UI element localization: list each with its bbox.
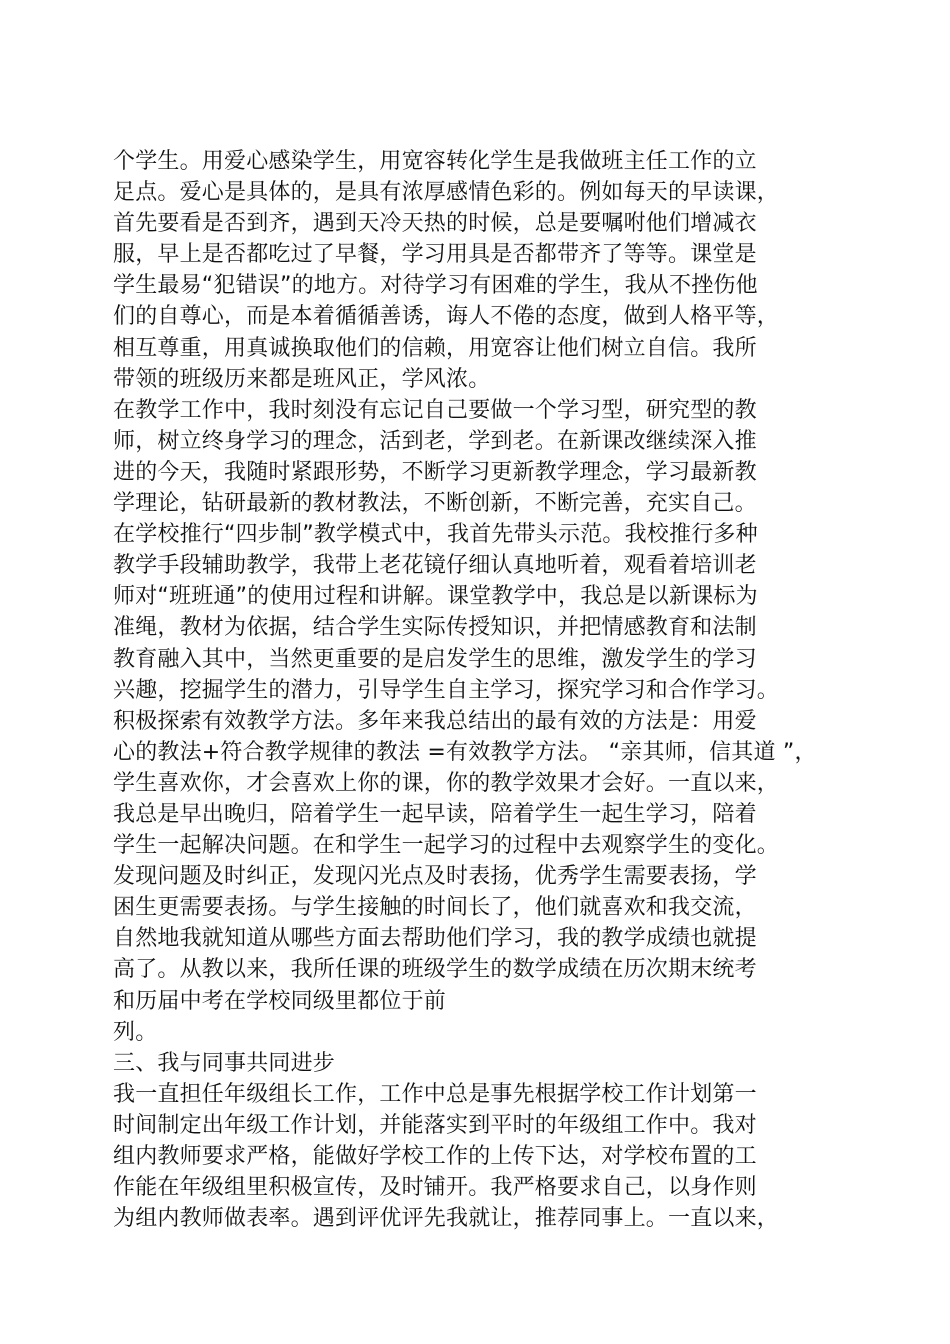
body-text	[113, 146, 833, 1234]
text-line: 兴趣，挖掘学生的潜力，引导学生自主学习，探究学习和合作学习。	[113, 677, 780, 703]
text-line: 们的自尊心，而是本着循循善诱，诲人不倦的态度，做到人格平等，	[113, 304, 780, 330]
text-line: 作能在年级组里积极宣传，及时铺开。我严格要求自己，以身作则	[113, 1175, 757, 1201]
text-line: 相互尊重，用真诚换取他们的信赖，用宽容让他们树立自信。我所	[113, 335, 757, 361]
text-line: 积极探索有效教学方法。多年来我总结出的最有效的方法是：用爱	[113, 708, 757, 734]
text-line: 心的教法+符合教学规律的教法 =有效教学方法。 “亲其师，信其道 ”，	[113, 739, 817, 765]
text-line: 在学校推行“四步制”教学模式中，我首先带头示范。我校推行多种	[113, 522, 758, 548]
text-line: 学生一起解决问题。在和学生一起学习的过程中去观察学生的变化。	[113, 833, 780, 859]
text-line: 教学手段辅助教学，我带上老花镜仔细认真地听着，观看着培训老	[113, 553, 757, 579]
text-line: 服，早上是否都吃过了早餐，学习用具是否都带齐了等等。课堂是	[113, 242, 757, 268]
text-line: 发现问题及时纠正，发现闪光点及时表扬，优秀学生需要表扬，学	[113, 864, 757, 890]
text-line: 带领的班级历来都是班风正，学风浓。	[113, 366, 491, 392]
text-line: 时间制定出年级工作计划，并能落实到平时的年级组工作中。我对	[113, 1112, 757, 1138]
text-line: 自然地我就知道从哪些方面去帮助他们学习，我的教学成绩也就提	[113, 926, 757, 952]
text-line: 个学生。用爱心感染学生，用宽容转化学生是我做班主任工作的立	[113, 149, 757, 174]
section-heading: 三、我与同事共同进步	[113, 1050, 336, 1076]
text-line: 准绳，教材为依据，结合学生实际传授知识，并把情感教育和法制	[113, 615, 757, 641]
text-line: 进的今天，我随时紧跟形势，不断学习更新教学理念，学习最新教	[113, 459, 757, 485]
text-line: 组内教师要求严格，能做好学校工作的上传下达，对学校布置的工	[113, 1144, 757, 1169]
text-line: 足点。爱心是具体的，是具有浓厚感情色彩的。例如每天的早读课，	[113, 180, 780, 206]
text-line: 我一直担任年级组长工作，工作中总是事先根据学校工作计划第一	[113, 1081, 757, 1107]
text-line: 高了。从教以来，我所任课的班级学生的数学成绩在历次期末统考	[113, 957, 757, 983]
text-line: 为组内教师做表率。遇到评优评先我就让，推荐同事上。一直以来，	[113, 1206, 780, 1232]
text-line: 在教学工作中，我时刻没有忘记自己要做一个学习型，研究型的教	[113, 397, 757, 423]
text-line: 学生最易“犯错误”的地方。对待学习有困难的学生，我从不挫伤他	[113, 273, 758, 299]
text-line: 首先要看是否到齐，遇到天冷天热的时候，总是要嘱咐他们增减衣	[113, 211, 757, 237]
text-line: 学理论，钻研最新的教材教法，不断创新，不断完善，充实自己。	[113, 491, 757, 517]
text-line: 列。	[113, 1019, 158, 1045]
text-line: 学生喜欢你，才会喜欢上你的课，你的教学效果才会好。一直以来，	[113, 770, 780, 796]
text-line: 师对“班班通”的使用过程和讲解。课堂教学中，我总是以新课标为	[113, 584, 758, 610]
text-line: 教育融入其中，当然更重要的是启发学生的思维，激发学生的学习	[113, 646, 757, 672]
text-line: 我总是早出晚归，陪着学生一起早读，陪着学生一起生学习，陪着	[113, 801, 757, 827]
text-line: 师，树立终身学习的理念，活到老，学到老。在新课改继续深入推	[113, 428, 757, 454]
text-line: 困生更需要表扬。与学生接触的时间长了，他们就喜欢和我交流，	[113, 895, 757, 921]
text-line: 和历届中考在学校同级里都位于前	[113, 988, 447, 1014]
